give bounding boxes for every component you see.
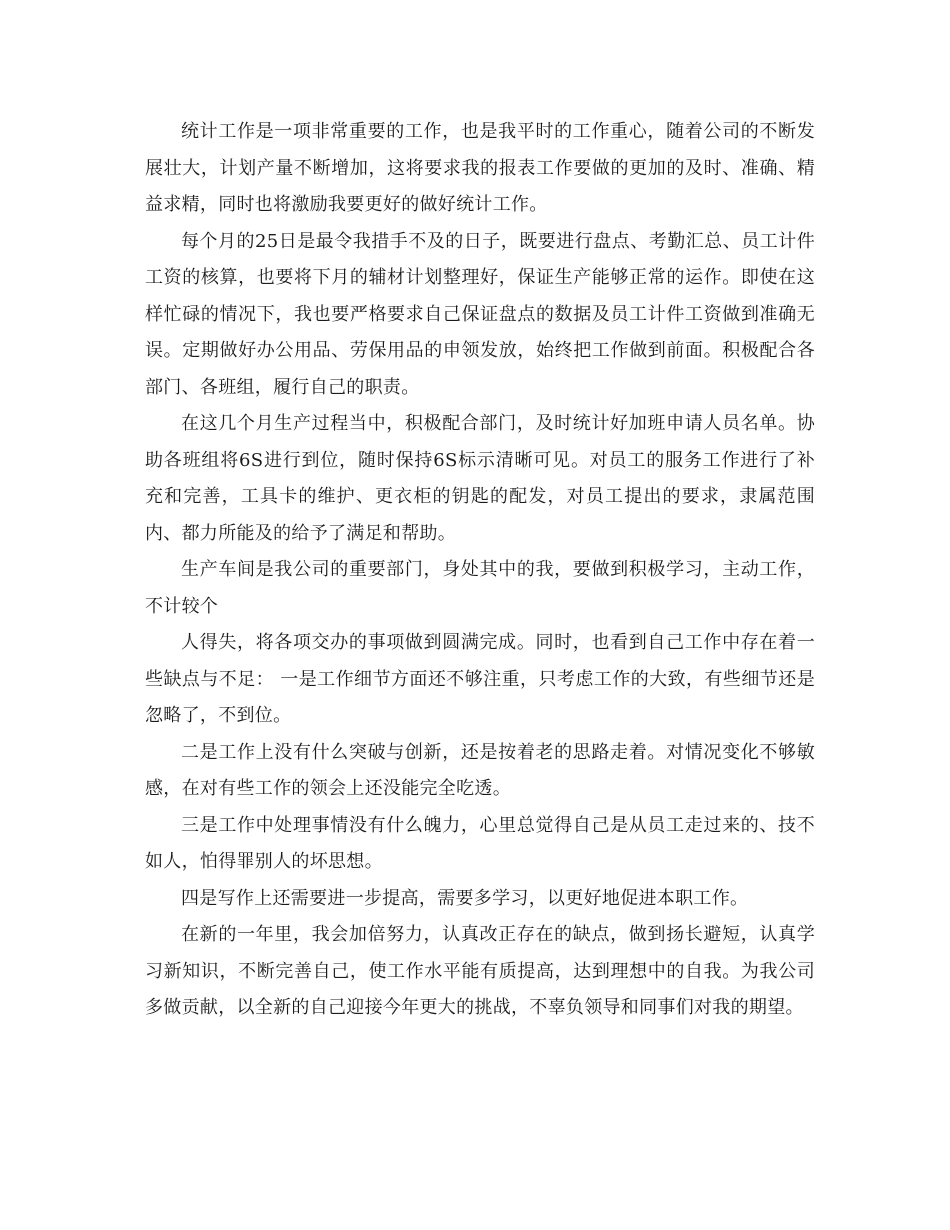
- paragraph-point-two: 二是工作上没有什么突破与创新，还是按着老的思路走着。对情况变化不够敏感，在对有些工作的领会上还没能完全吃透。: [145, 741, 815, 799]
- document-body: [145, 114, 815, 1027]
- paragraph-new-year-plan: 在新的一年里，我会加倍努力，认真改正存在的缺点，做到扬长避短，认真学习新知识，不断完善自己，使工作水平能有质提高，达到理想中的自我。为我公司多做贡献，以全新的自己迎接今年更大的挑战，不辜负领导和同事们对我的期望。: [145, 924, 815, 1018]
- paragraph-production-cooperation: 在这几个月生产过程当中，积极配合部门，及时统计好加班申请人员名单。协助各班组将6S进行到位，随时保持6S标示清晰可见。对员工的服务工作进行了补充和完善，工具卡的维护、更衣柜的钥匙的配发，对员工提出的要求，隶属范围内、都力所能及的给予了满足和帮助。: [145, 413, 815, 544]
- paragraph-point-four: 四是写作上还需要进一步提高，需要多学习，以更好地促进本职工作。: [181, 887, 749, 909]
- paragraph-point-three: 三是工作中处理事情没有什么魄力，心里总觉得自己是从员工走过来的、技不如人，怕得罪别人的坏思想。: [145, 814, 815, 872]
- paragraph-statistics-work: 统计工作是一项非常重要的工作，也是我平时的工作重心，随着公司的不断发展壮大，计划产量不断增加，这将要求我的报表工作要做的更加的及时、准确、精益求精，同时也将激励我要更好的做好统计工作。: [145, 121, 815, 215]
- paragraph-workshop-department: 生产车间是我公司的重要部门，身处其中的我，要做到积极学习，主动工作，不计较个: [145, 559, 815, 617]
- paragraph-monthly-25th: 每个月的25日是最令我措手不及的日子，既要进行盘点、考勤汇总、员工计件工资的核算，也要将下月的辅材计划整理好，保证生产能够正常的运作。即使在这样忙碌的情况下，我也要严格要求自己保证盘点的数据及员工计件工资做到准确无误。定期做好办公用品、劳保用品的申领发放，始终把工作做到前面。积极配合各部门、各班组，履行自己的职责。: [145, 230, 815, 398]
- paragraph-shortcomings: 人得失，将各项交办的事项做到圆满完成。同时，也看到自己工作中存在着一些缺点与不足： 一是工作细节方面还不够注重，只考虑工作的大致，有些细节还是忽略了，不到位。: [145, 632, 815, 726]
